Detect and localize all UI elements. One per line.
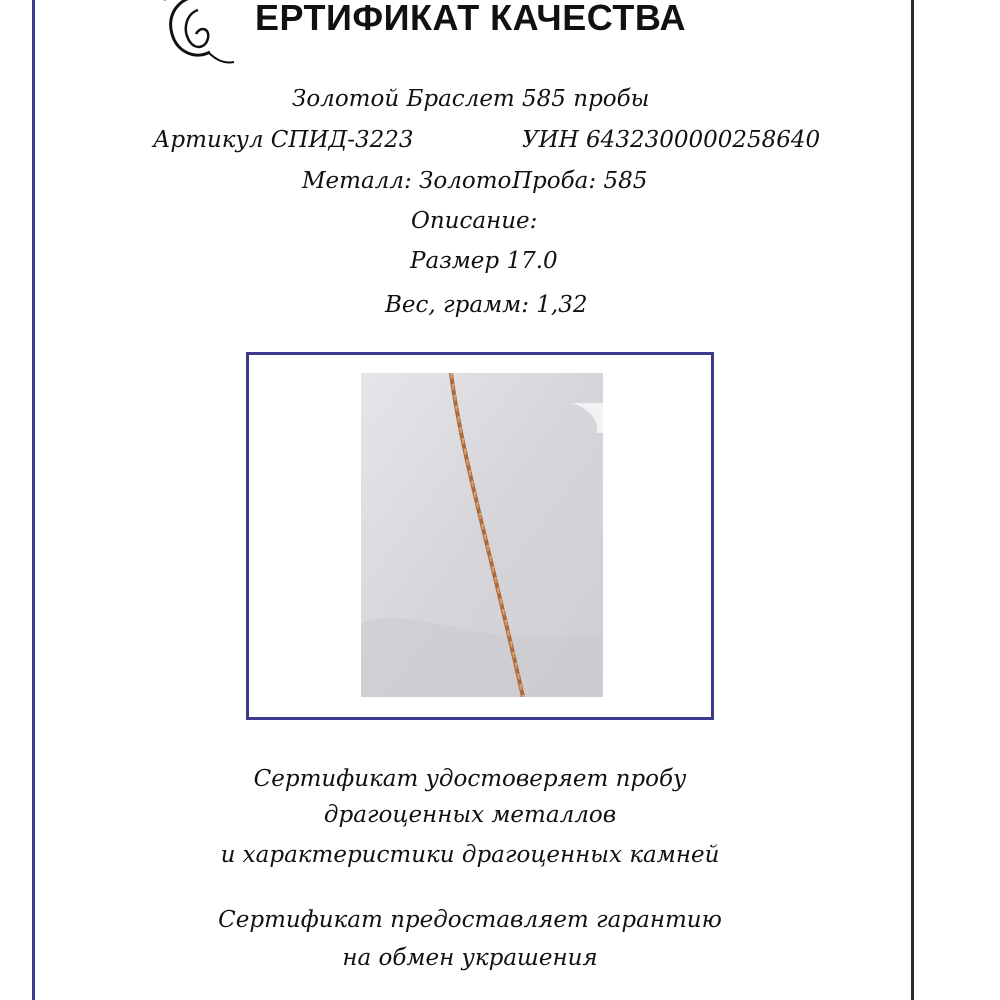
certifies-line-1: Сертификат удостоверяет пробу <box>253 766 687 792</box>
certificate-title: ЕРТИФИКАТ КАЧЕСТВА <box>255 0 687 38</box>
product-photo-frame <box>246 352 714 720</box>
product-photo <box>361 373 603 697</box>
uin-number: УИН 6432300000258640 <box>522 127 821 153</box>
guarantee-line-2: на обмен украшения <box>342 945 598 971</box>
certifies-line-3: и характеристики драгоценных камней <box>220 842 720 868</box>
certifies-line-2: драгоценных металлов <box>323 802 617 828</box>
size-value: Размер 17.0 <box>410 248 558 274</box>
product-name: Золотой Браслет 585 пробы <box>292 86 650 112</box>
page-border-left <box>32 0 35 1000</box>
article-number: Артикул СПИД-3223 <box>153 127 414 153</box>
monogram-logo <box>150 0 250 70</box>
description-label: Описание: <box>411 208 538 234</box>
guarantee-line-1: Сертификат предоставляет гарантию <box>218 907 722 933</box>
page-border-right <box>911 0 914 1000</box>
chain-bracelet-image <box>361 373 603 697</box>
assay-value: Проба: 585 <box>512 168 648 194</box>
weight-value: Вес, грамм: 1,32 <box>385 292 588 318</box>
metal-type: Металл: Золото <box>302 168 512 194</box>
